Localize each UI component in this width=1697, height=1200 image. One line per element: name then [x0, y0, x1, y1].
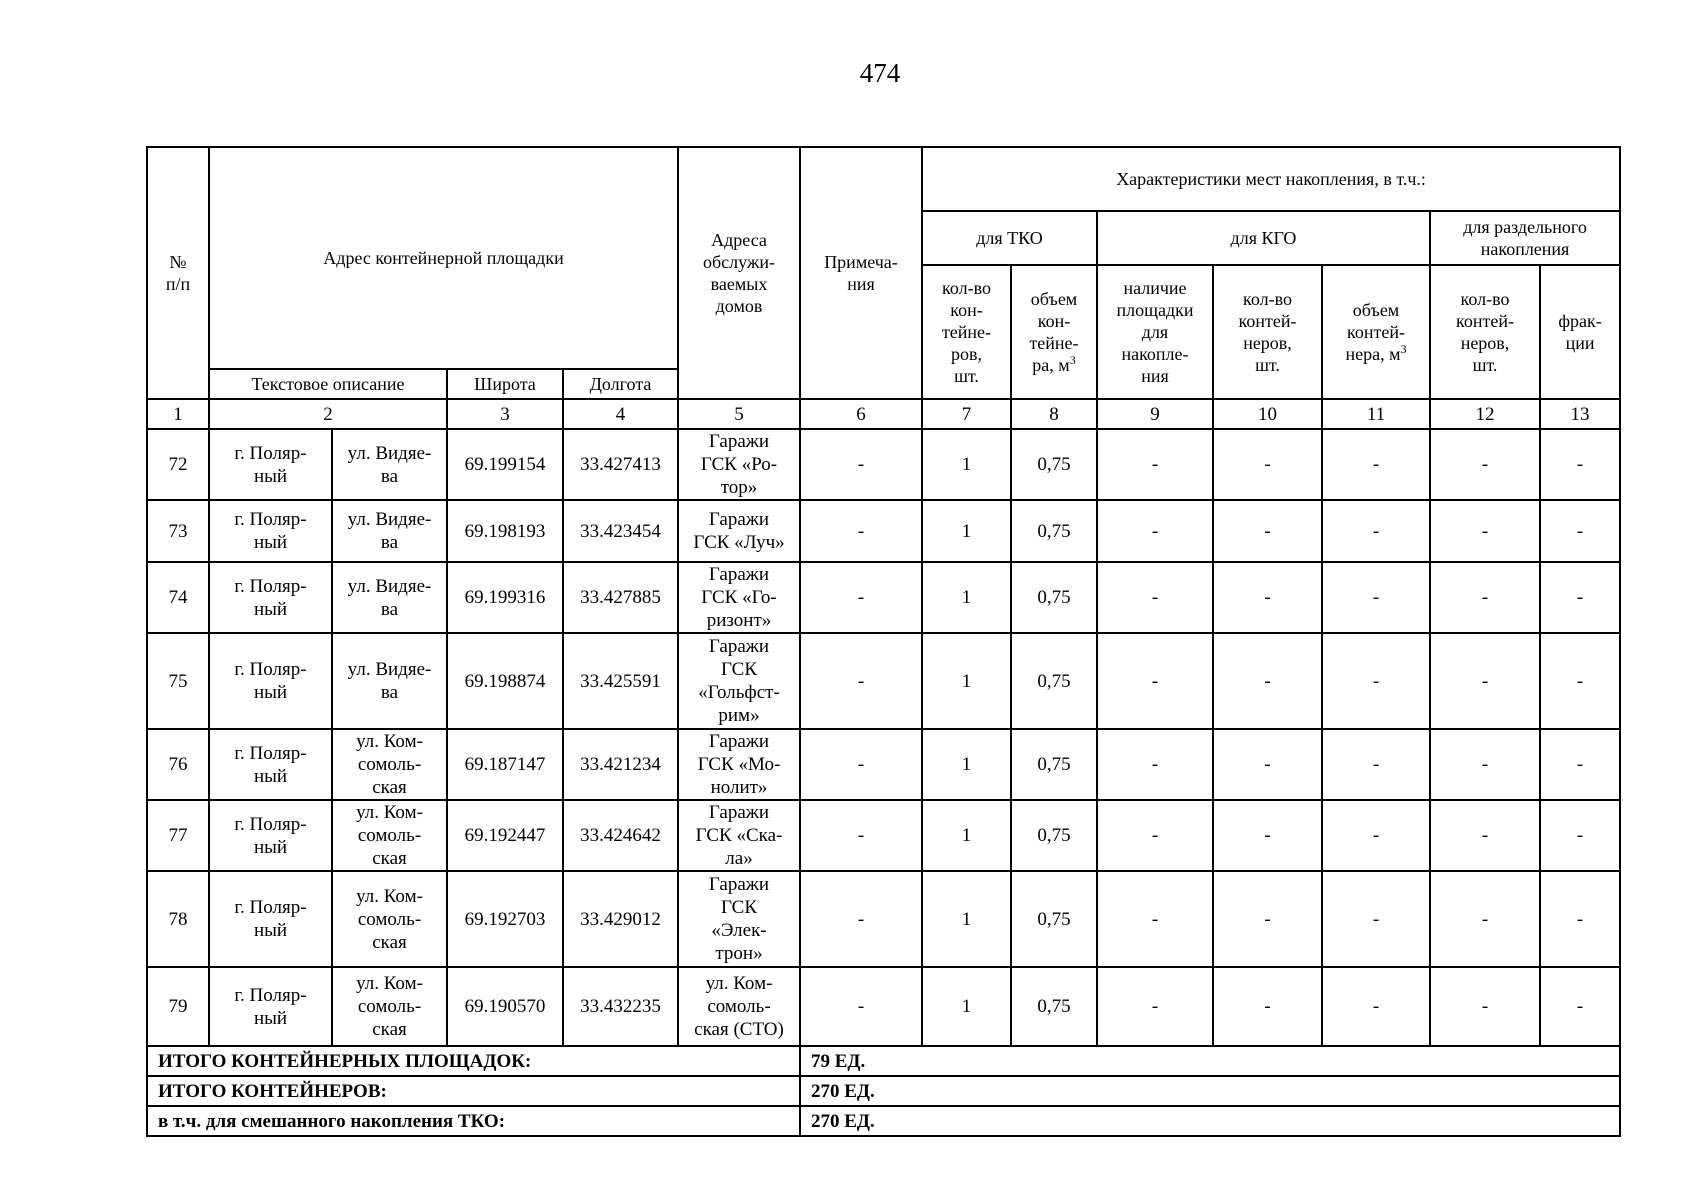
- header-tko-volume-cell: [1011, 265, 1097, 399]
- row-number: 76: [147, 729, 209, 800]
- row-kgo-presence: -: [1097, 633, 1213, 729]
- row-served: ул. Ком- сомоль- ская (СТО): [678, 967, 800, 1046]
- row-kgo-count: -: [1213, 562, 1322, 633]
- row-kgo-volume: -: [1322, 800, 1430, 871]
- row-number: 74: [147, 562, 209, 633]
- header-number: № п/п: [147, 147, 209, 399]
- row-number: 77: [147, 800, 209, 871]
- row-kgo-count: -: [1213, 729, 1322, 800]
- row-kgo-volume: -: [1322, 871, 1430, 967]
- row-street: ул. Ком- сомоль- ская: [332, 967, 447, 1046]
- row-city: г. Поляр- ный: [209, 633, 332, 729]
- header-served-houses: Адреса обслужи- ваемых домов: [678, 147, 800, 399]
- row-street: ул. Видяе- ва: [332, 633, 447, 729]
- row-tko-volume: 0,75: [1011, 800, 1097, 871]
- row-served: Гаражи ГСК «Гольфст- рим»: [678, 633, 800, 729]
- row-number: 75: [147, 633, 209, 729]
- row-kgo-presence: -: [1097, 967, 1213, 1046]
- row-tko-volume: 0,75: [1011, 562, 1097, 633]
- row-number: 72: [147, 429, 209, 500]
- row-kgo-presence: -: [1097, 429, 1213, 500]
- row-sep-count: -: [1430, 633, 1540, 729]
- row-sep-count: -: [1430, 800, 1540, 871]
- total-row: [147, 1046, 1620, 1076]
- column-number: 12: [1430, 399, 1540, 429]
- row-sep-fractions: -: [1540, 562, 1620, 633]
- row-kgo-volume: -: [1322, 633, 1430, 729]
- column-number: 11: [1322, 399, 1430, 429]
- row-tko-count: 1: [922, 633, 1011, 729]
- row-number: 79: [147, 967, 209, 1046]
- row-sep-fractions: -: [1540, 729, 1620, 800]
- row-tko-count: 1: [922, 729, 1011, 800]
- row-street: ул. Ком- сомоль- ская: [332, 871, 447, 967]
- row-note: -: [800, 562, 922, 633]
- header-tko-count: кол-во кон- тейне- ров, шт.: [922, 265, 1011, 399]
- row-sep-fractions: -: [1540, 633, 1620, 729]
- row-note: -: [800, 429, 922, 500]
- column-number: 3: [447, 399, 563, 429]
- row-sep-count: -: [1430, 729, 1540, 800]
- row-longitude: 33.427885: [563, 562, 678, 633]
- row-sep-fractions: -: [1540, 871, 1620, 967]
- row-sep-fractions: -: [1540, 500, 1620, 562]
- row-street: ул. Ком- сомоль- ская: [332, 729, 447, 800]
- row-kgo-presence: -: [1097, 562, 1213, 633]
- header-kgo-count: кол-во контей- неров, шт.: [1213, 265, 1322, 399]
- row-longitude: 33.432235: [563, 967, 678, 1046]
- row-longitude: 33.421234: [563, 729, 678, 800]
- page-number: 474: [859, 58, 901, 88]
- row-number: 78: [147, 871, 209, 967]
- row-kgo-count: -: [1213, 633, 1322, 729]
- total-value: 79 ЕД.: [800, 1046, 1620, 1076]
- header-text-description: Текстовое описание: [209, 369, 447, 399]
- container-sites-table: [146, 146, 1621, 1137]
- row-sep-count: -: [1430, 967, 1540, 1046]
- row-note: -: [800, 633, 922, 729]
- row-kgo-count: -: [1213, 967, 1322, 1046]
- header-kgo-presence: наличие площадки для накопле- ния: [1097, 265, 1213, 399]
- row-sep-count: -: [1430, 429, 1540, 500]
- row-city: г. Поляр- ный: [209, 967, 332, 1046]
- row-longitude: 33.424642: [563, 800, 678, 871]
- row-latitude: 69.199316: [447, 562, 563, 633]
- column-number: 10: [1213, 399, 1322, 429]
- row-number: 73: [147, 500, 209, 562]
- header-tko: для ТКО: [922, 211, 1097, 265]
- document-table-wrapper: [146, 146, 1621, 1137]
- table-row: [147, 562, 1620, 633]
- row-tko-count: 1: [922, 500, 1011, 562]
- column-number: 13: [1540, 399, 1620, 429]
- superscript-3: 3: [1400, 342, 1407, 356]
- row-longitude: 33.429012: [563, 871, 678, 967]
- table-row: [147, 429, 1620, 500]
- row-kgo-count: -: [1213, 800, 1322, 871]
- row-kgo-count: -: [1213, 429, 1322, 500]
- row-longitude: 33.425591: [563, 633, 678, 729]
- table-row: [147, 800, 1620, 871]
- row-sep-fractions: -: [1540, 429, 1620, 500]
- row-served: Гаражи ГСК «Луч»: [678, 500, 800, 562]
- row-sep-count: -: [1430, 562, 1540, 633]
- row-served: Гаражи ГСК «Элек- трон»: [678, 871, 800, 967]
- row-latitude: 69.192447: [447, 800, 563, 871]
- header-kgo: для КГО: [1097, 211, 1430, 265]
- row-city: г. Поляр- ный: [209, 562, 332, 633]
- row-kgo-volume: -: [1322, 429, 1430, 500]
- column-number: 8: [1011, 399, 1097, 429]
- row-kgo-volume: -: [1322, 967, 1430, 1046]
- row-longitude: 33.427413: [563, 429, 678, 500]
- row-tko-count: 1: [922, 562, 1011, 633]
- header-latitude: Широта: [447, 369, 563, 399]
- row-served: Гаражи ГСК «Го- ризонт»: [678, 562, 800, 633]
- row-note: -: [800, 871, 922, 967]
- total-value: 270 ЕД.: [800, 1106, 1620, 1136]
- row-latitude: 69.199154: [447, 429, 563, 500]
- row-latitude: 69.198874: [447, 633, 563, 729]
- column-number: 2: [209, 399, 447, 429]
- table-row: [147, 871, 1620, 967]
- header-characteristics: Характеристики мест накопления, в т.ч.:: [922, 147, 1620, 211]
- row-street: ул. Видяе- ва: [332, 562, 447, 633]
- row-street: ул. Видяе- ва: [332, 429, 447, 500]
- row-kgo-volume: -: [1322, 729, 1430, 800]
- header-address: Адрес контейнерной площадки: [209, 147, 678, 369]
- row-tko-count: 1: [922, 967, 1011, 1046]
- row-tko-volume: 0,75: [1011, 967, 1097, 1046]
- row-kgo-volume: -: [1322, 562, 1430, 633]
- total-label: в т.ч. для смешанного накопления ТКО:: [147, 1106, 800, 1136]
- row-kgo-volume: -: [1322, 500, 1430, 562]
- row-street: ул. Видяе- ва: [332, 500, 447, 562]
- row-latitude: 69.192703: [447, 871, 563, 967]
- total-row: [147, 1076, 1620, 1106]
- row-city: г. Поляр- ный: [209, 800, 332, 871]
- row-latitude: 69.198193: [447, 500, 563, 562]
- row-tko-count: 1: [922, 800, 1011, 871]
- column-number: 5: [678, 399, 800, 429]
- row-kgo-presence: -: [1097, 729, 1213, 800]
- header-kgo-volume-cell: [1322, 265, 1430, 399]
- table-row: [147, 729, 1620, 800]
- column-number-row: [147, 399, 1620, 429]
- row-sep-fractions: -: [1540, 967, 1620, 1046]
- header-sep-count: кол-во контей- неров, шт.: [1430, 265, 1540, 399]
- table-row: [147, 633, 1620, 729]
- table-row: [147, 967, 1620, 1046]
- row-city: г. Поляр- ный: [209, 500, 332, 562]
- column-number: 7: [922, 399, 1011, 429]
- total-label: ИТОГО КОНТЕЙНЕРНЫХ ПЛОЩАДОК:: [147, 1046, 800, 1076]
- row-street: ул. Ком- сомоль- ская: [332, 800, 447, 871]
- row-longitude: 33.423454: [563, 500, 678, 562]
- row-note: -: [800, 500, 922, 562]
- row-note: -: [800, 967, 922, 1046]
- row-kgo-presence: -: [1097, 800, 1213, 871]
- column-number: 1: [147, 399, 209, 429]
- row-kgo-count: -: [1213, 500, 1322, 562]
- row-tko-volume: 0,75: [1011, 729, 1097, 800]
- row-note: -: [800, 800, 922, 871]
- table-row: [147, 500, 1620, 562]
- row-tko-volume: 0,75: [1011, 871, 1097, 967]
- header-sep-fractions: фрак- ции: [1540, 265, 1620, 399]
- row-city: г. Поляр- ный: [209, 729, 332, 800]
- row-city: г. Поляр- ный: [209, 871, 332, 967]
- total-label: ИТОГО КОНТЕЙНЕРОВ:: [147, 1076, 800, 1106]
- superscript-3: 3: [1069, 353, 1076, 367]
- row-tko-count: 1: [922, 871, 1011, 967]
- total-value: 270 ЕД.: [800, 1076, 1620, 1106]
- row-tko-volume: 0,75: [1011, 500, 1097, 562]
- row-served: Гаражи ГСК «Ска- ла»: [678, 800, 800, 871]
- header-kgo-volume: объем контей- нера, м: [1345, 300, 1405, 364]
- header-notes: Примеча- ния: [800, 147, 922, 399]
- row-sep-fractions: -: [1540, 800, 1620, 871]
- row-latitude: 69.190570: [447, 967, 563, 1046]
- row-latitude: 69.187147: [447, 729, 563, 800]
- header-separate: для раздельного накопления: [1430, 211, 1620, 265]
- row-sep-count: -: [1430, 871, 1540, 967]
- row-kgo-presence: -: [1097, 500, 1213, 562]
- column-number: 9: [1097, 399, 1213, 429]
- total-row: [147, 1106, 1620, 1136]
- row-served: Гаражи ГСК «Ро- тор»: [678, 429, 800, 500]
- row-tko-volume: 0,75: [1011, 633, 1097, 729]
- row-tko-count: 1: [922, 429, 1011, 500]
- column-number: 4: [563, 399, 678, 429]
- row-city: г. Поляр- ный: [209, 429, 332, 500]
- row-kgo-presence: -: [1097, 871, 1213, 967]
- row-sep-count: -: [1430, 500, 1540, 562]
- header-tko-volume: объем кон- тейне- ра, м: [1029, 289, 1079, 375]
- column-number: 6: [800, 399, 922, 429]
- row-served: Гаражи ГСК «Мо- нолит»: [678, 729, 800, 800]
- header-longitude: Долгота: [563, 369, 678, 399]
- row-kgo-count: -: [1213, 871, 1322, 967]
- row-tko-volume: 0,75: [1011, 429, 1097, 500]
- row-note: -: [800, 729, 922, 800]
